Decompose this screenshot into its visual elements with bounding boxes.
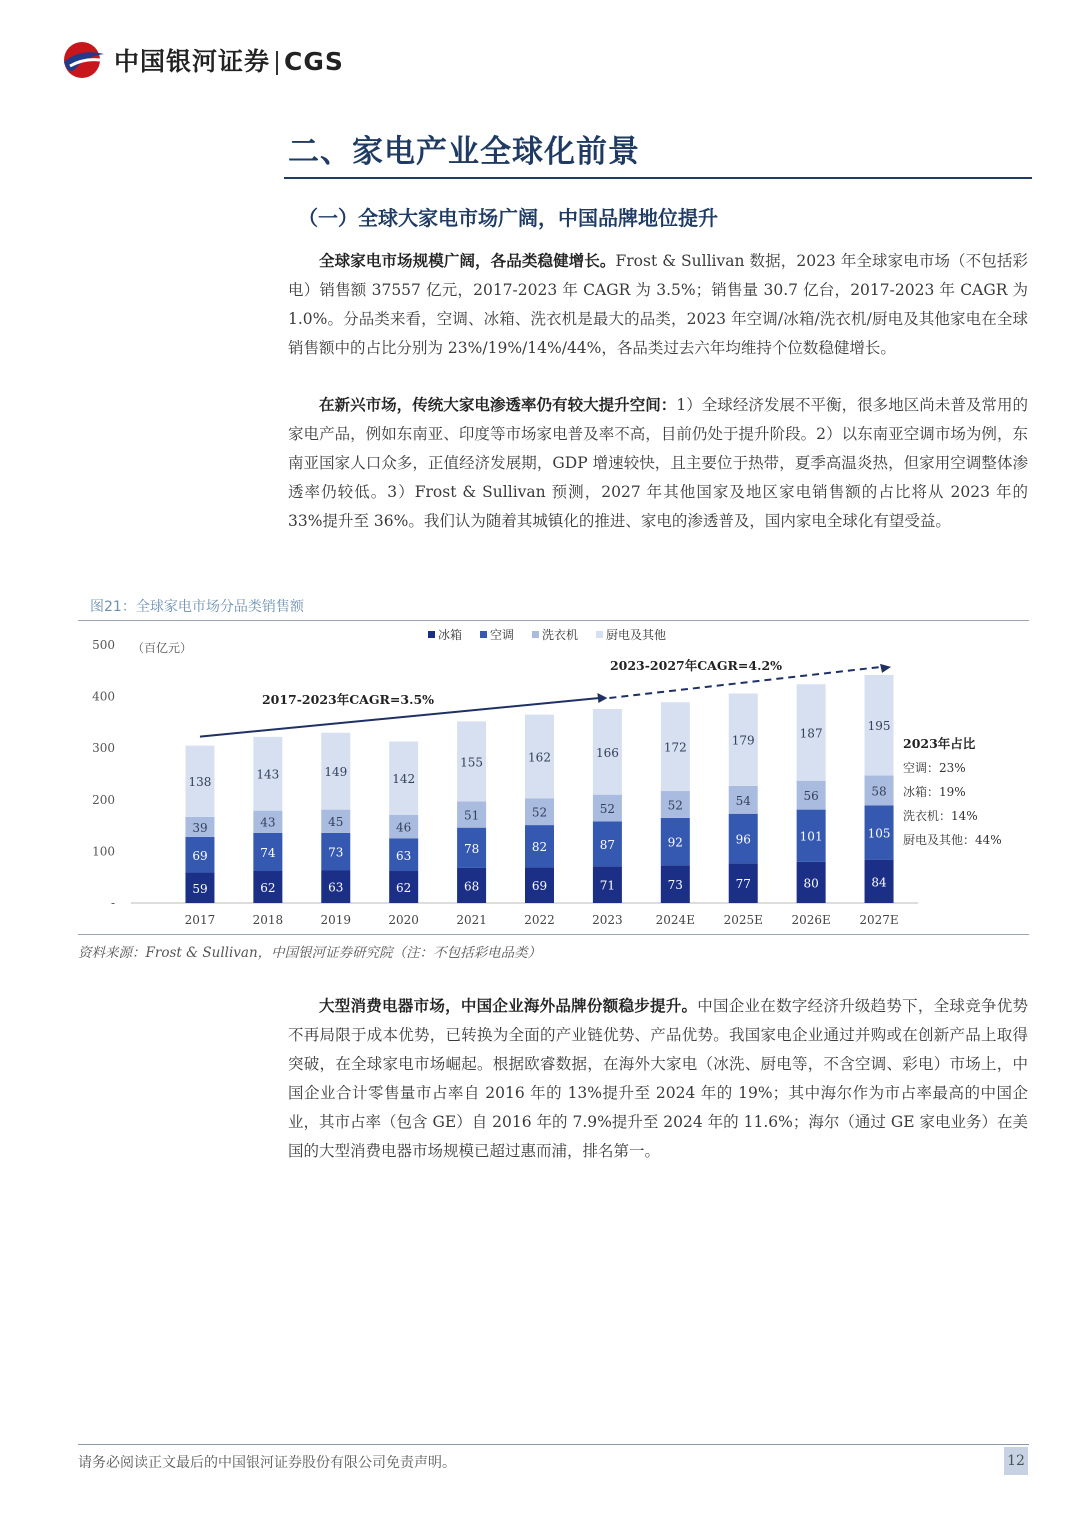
bar-value-label: 63 [396,848,412,863]
bar-value-label: 52 [531,805,548,820]
bar-value-label: 195 [867,719,891,734]
bar-value-label: 87 [599,837,616,852]
paragraph-2-body: 1）全球经济发展不平衡，很多地区尚未普及常用的家电产品，例如东南亚、印度等市场家电普及率不高，目前仍处于提升阶段。2）以东南亚空调市场为例，东南亚国家人口众多，正值经济发展期，GDP 增速较快，且主要位于热带，夏季高温炎热，但家用空调整体渗透率仍较低。3）Frost & Sullivan 预测，2027 年其他国家及地区家电销售额的占比将从 2023 年的 33%提升至 36%。我们认为随着其城镇化的推进、家电的渗透普及，国内家电全球化有望受益。 [288,396,1028,530]
legend-label-3: 厨电及其他 [606,628,667,642]
bar-value-label: 73 [667,878,683,893]
bar-value-label: 101 [799,829,823,844]
bar-value-label: 105 [867,826,891,841]
share-item: 洗衣机：14% [903,809,978,823]
bar-value-label: 166 [595,745,619,760]
bar-value-label: 46 [396,820,412,835]
figure-bottom-rule [78,934,1029,935]
bar-value-label: 54 [735,793,751,808]
legend-label-2: 洗衣机 [542,628,579,642]
paragraph-3 [288,991,1028,1166]
bar-value-label: 59 [192,881,208,896]
legend-swatch-1 [480,631,487,638]
legend-label-0: 冰箱 [438,628,463,642]
bar-value-label: 149 [324,765,348,780]
footer-divider [78,1444,1029,1445]
logo-cn-text: 中国银河证券 [114,47,271,76]
x-tick-label: 2024E [655,913,695,927]
bar-value-label: 172 [663,740,687,755]
bar-value-label: 39 [192,820,208,835]
bar-value-label: 82 [531,840,548,855]
bar-value-label: 77 [735,877,751,892]
y-tick-label: 100 [92,844,115,859]
x-tick-label: 2017 [184,913,216,927]
section-title-divider [284,177,1032,179]
bar-value-label: 62 [396,881,412,896]
cagr-arrow-head [597,693,607,703]
paragraph-1-body: Frost & Sullivan 数据，2023 年全球家电市场（不包括彩电）销售额 37557 亿元，2017-2023 年 CAGR 为 3.5%；销售量 30.7 亿台，2017-2023 年 CAGR 为 1.0%。分品类来看，空调、冰箱、洗衣机是最大的品类，2023 年空调/冰箱/洗衣机/厨电及其他家电在全球销售额中的占比分别为 23%/19%/14%/44%，各品类过去六年均维持个位数稳健增长。 [288,252,1028,357]
y-tick-label: 400 [92,689,115,704]
bar-value-label: 142 [392,772,416,787]
bar-value-label: 84 [871,875,887,890]
paragraph-3-lead: 大型消费电器市场，中国企业海外品牌份额稳步提升。 [319,996,698,1015]
x-tick-label: 2022 [524,913,555,927]
bar-value-label: 62 [260,881,276,896]
x-tick-label: 2027E [859,913,899,927]
bar-value-label: 52 [599,802,616,817]
bar-value-label: 179 [731,733,755,748]
bar-value-label: 162 [528,750,551,765]
brand-logo [60,40,344,80]
bar-value-label: 80 [803,876,819,891]
bar-value-label: 71 [599,878,616,893]
share-title: 2023年占比 [903,736,976,751]
stacked-bar-chart [78,621,1029,934]
legend-label-1: 空调 [490,628,515,642]
y-unit-label: （百亿元） [132,641,193,655]
footer-disclaimer: 请务必阅读正文最后的中国银河证券股份有限公司免责声明。 [78,1455,456,1471]
cagr-hist-label: 2017-2023年CAGR=3.5% [261,692,435,707]
x-tick-label: 2020 [388,913,419,927]
figure-source: 资料来源：Frost & Sullivan，中国银河证券研究院（注：不包括彩电品类） [78,945,542,961]
bar-value-label: 63 [328,880,344,895]
bar-value-label: 96 [735,832,751,847]
x-tick-label: 2023 [592,913,623,927]
x-tick-label: 2019 [320,913,352,927]
y-tick-label: 300 [92,741,115,756]
bar-value-label: 56 [803,789,819,804]
paragraph-1 [288,246,1028,363]
paragraph-2-lead: 在新兴市场，传统大家电渗透率仍有较大提升空间： [319,395,677,414]
section-title: 二、家电产业全球化前景 [288,134,640,170]
bar-value-label: 92 [667,835,683,850]
bar-value-label: 45 [328,815,344,830]
share-item: 空调：23% [903,761,966,775]
y-tick-label: 200 [92,792,115,807]
bar-value-label: 78 [463,841,480,856]
logo-en-text: CGS [284,47,344,76]
bar-value-label: 68 [463,879,480,894]
cgs-logo-icon [60,40,106,80]
legend-swatch-0 [428,631,435,638]
share-item: 冰箱：19% [903,785,966,799]
page-number: 12 [1004,1447,1028,1475]
cagr-forecast-arrow-head [880,664,891,673]
bar-value-label: 69 [531,879,548,894]
x-tick-label: 2021 [456,913,487,927]
bar-value-label: 52 [667,798,683,813]
bar-value-label: 73 [328,845,344,860]
share-item: 厨电及其他：44% [903,833,1002,847]
cagr-forecast-label: 2023-2027年CAGR=4.2% [609,658,783,673]
bar-value-label: 69 [192,848,208,863]
bar-value-label: 43 [260,815,276,830]
logo-separator [276,51,278,75]
paragraph-2 [288,390,1028,536]
bar-value-label: 143 [256,767,280,782]
bar-value-label: 74 [260,845,276,860]
bar-value-label: 58 [871,784,887,799]
bar-value-label: 138 [188,775,212,790]
bar-value-label: 187 [799,726,823,741]
y-tick-label: 500 [92,638,115,652]
x-tick-label: 2025E [723,913,763,927]
bar-value-label: 51 [463,808,480,823]
figure-title: 图21：全球家电市场分品类销售额 [90,599,304,615]
x-tick-label: 2018 [252,913,284,927]
x-tick-label: 2026E [791,913,831,927]
y-tick-label: - [110,896,115,910]
legend-swatch-3 [596,631,603,638]
subsection-title: （一）全球大家电市场广阔，中国品牌地位提升 [298,206,718,230]
bar-value-label: 155 [460,755,484,770]
paragraph-3-body: 中国企业在数字经济升级趋势下，全球竞争优势不再局限于成本优势，已转换为全面的产业链优势、产品优势。我国家电企业通过并购或在创新产品上取得突破，在全球家电市场崛起。根据欧睿数据，在海外大家电（冰洗、厨电等，不含空调、彩电）市场上，中国企业合计零售量市占率自 2016 年的 13%提升至 2024 年的 19%；其中海尔作为市占率最高的中国企业，其市占率（包含 GE）自 2016 年的 7.9%提升至 2024 年的 11.6%；海尔（通过 GE 家电业务）在美国的大型消费电器市场规模已超过惠而浦，排名第一。 [288,997,1028,1160]
legend-swatch-2 [532,631,539,638]
paragraph-1-lead: 全球家电市场规模广阔，各品类稳健增长。 [319,251,616,270]
